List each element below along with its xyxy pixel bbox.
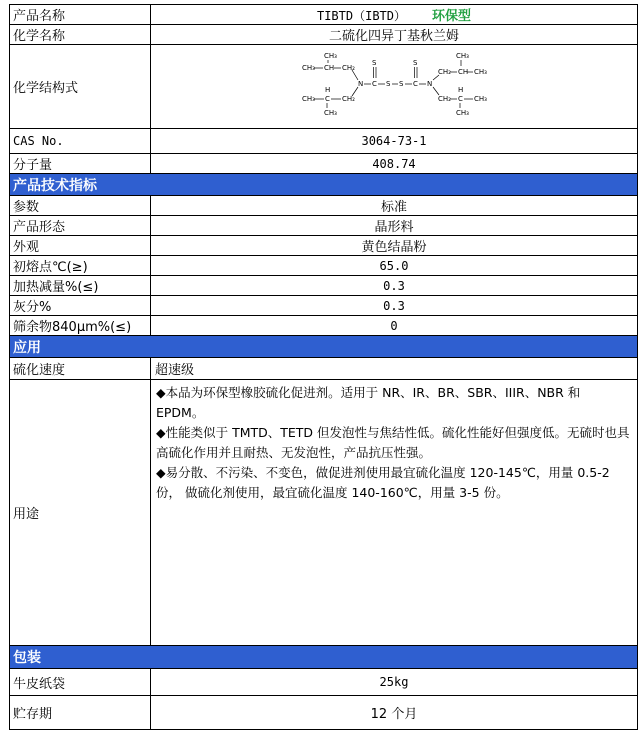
product-name-label: 产品名称 <box>10 5 151 25</box>
mw-row <box>10 154 638 174</box>
cure-speed-label: 硫化速度 <box>10 358 151 380</box>
spec-ash-value: 0.3 <box>151 296 638 316</box>
application-section-title: 应用 <box>10 336 638 358</box>
struct-c-2: C <box>458 94 463 103</box>
datasheet-table <box>9 4 638 730</box>
cure-speed-value: 超速级 <box>151 358 638 380</box>
spec-melting-label: 初熔点℃(≥) <box>10 256 151 276</box>
usage-row <box>10 380 638 646</box>
usage-label: 用途 <box>10 380 151 646</box>
chemical-name-label: 化学名称 <box>10 25 151 45</box>
spec-section-title: 产品技术指标 <box>10 174 638 196</box>
spec-form-value: 晶形料 <box>151 216 638 236</box>
struct-ch3-6: CH₃ <box>456 51 469 60</box>
usage-text <box>151 380 638 646</box>
usage-paragraph: ◆易分散、不污染、不变色，做促进剂使用最宜硫化温度 120-145℃，用量 0.5-2 份， 做硫化剂使用，最宜硫化温度 140-160℃，用量 3-5 份。 <box>156 465 610 500</box>
storage-value: 12 个月 <box>151 696 638 730</box>
struct-s-1: S <box>386 79 391 88</box>
storage-row <box>10 696 638 730</box>
spec-appearance-label: 外观 <box>10 236 151 256</box>
struct-h-1: H <box>325 85 331 94</box>
spec-loss-label: 加热减量%(≤) <box>10 276 151 296</box>
chemical-name-row <box>10 25 638 45</box>
struct-c-right: C <box>413 79 418 88</box>
spec-row <box>10 256 638 276</box>
spec-row <box>10 196 638 216</box>
struct-ch2-1: CH₂ <box>342 63 355 72</box>
usage-paragraph: ◆性能类似于 TMTD、TETD 但发泡性与焦结性低。硫化性能好但强度低。无硫时也具高硫化作用并且耐热、无发泡性，产品抗压性强。 <box>156 425 630 460</box>
mw-value: 408.74 <box>151 154 638 174</box>
struct-ch3-2: CH₃ <box>324 51 337 60</box>
cas-value: 3064-73-1 <box>151 129 638 154</box>
spec-param-value: 标准 <box>151 196 638 216</box>
struct-s-left-top: S <box>372 58 377 67</box>
struct-c-1: C <box>325 94 330 103</box>
packaging-bag-value: 25kg <box>151 669 638 696</box>
structure-label: 化学结构式 <box>10 45 151 129</box>
cas-label: CAS No. <box>10 129 151 154</box>
spec-row <box>10 236 638 256</box>
product-name-row <box>10 5 638 25</box>
struct-ch2-3: CH₂ <box>438 67 451 76</box>
struct-s-right-top: S <box>413 58 418 67</box>
spec-sieve-label: 筛余物840μm%(≤) <box>10 316 151 336</box>
struct-ch3-4: CH₃ <box>324 108 337 117</box>
struct-ch-1: CH <box>324 63 335 72</box>
cas-row <box>10 129 638 154</box>
chemical-name-value: 二硫化四异丁基秋兰姆 <box>151 25 638 45</box>
struct-ch3-1: CH₃ <box>302 63 315 72</box>
application-section-header <box>10 336 638 358</box>
eco-type-tag: 环保型 <box>432 9 472 24</box>
cure-speed-row <box>10 358 638 380</box>
struct-ch3-7: CH₃ <box>474 94 487 103</box>
spec-form-label: 产品形态 <box>10 216 151 236</box>
spec-melting-value: 65.0 <box>151 256 638 276</box>
mw-label: 分子量 <box>10 154 151 174</box>
spec-param-label: 参数 <box>10 196 151 216</box>
packaging-section-title: 包装 <box>10 646 638 669</box>
spec-row <box>10 316 638 336</box>
packaging-section-header <box>10 646 638 669</box>
storage-label: 贮存期 <box>10 696 151 730</box>
spec-appearance-value: 黄色结晶粉 <box>151 236 638 256</box>
struct-s-2: S <box>399 79 404 88</box>
struct-ch2-4: CH₂ <box>438 94 451 103</box>
chemical-structure-diagram <box>294 49 494 125</box>
packaging-row <box>10 669 638 696</box>
struct-ch3-5: CH₃ <box>474 67 487 76</box>
product-name-value: TIBTD（IBTD） <box>316 9 406 23</box>
struct-n-left: N <box>358 79 364 88</box>
struct-c-left: C <box>372 79 377 88</box>
spec-row <box>10 216 638 236</box>
struct-ch2-2: CH₂ <box>342 94 355 103</box>
packaging-bag-label: 牛皮纸袋 <box>10 669 151 696</box>
spec-row <box>10 296 638 316</box>
struct-h-2: H <box>458 85 464 94</box>
struct-ch3-3: CH₃ <box>302 94 315 103</box>
spec-ash-label: 灰分% <box>10 296 151 316</box>
struct-ch3-8: CH₃ <box>456 108 469 117</box>
usage-paragraph: ◆本品为环保型橡胶硫化促进剂。适用于 NR、IR、BR、SBR、IIIR、NBR 和 EPDM。 <box>156 385 581 420</box>
spec-sieve-value: 0 <box>151 316 638 336</box>
spec-row <box>10 276 638 296</box>
product-datasheet <box>9 4 637 730</box>
spec-section-header <box>10 174 638 196</box>
structure-cell <box>151 45 638 129</box>
structure-row <box>10 45 638 129</box>
struct-n-right: N <box>427 79 433 88</box>
product-name-cell <box>151 5 638 25</box>
struct-ch-2: CH <box>458 67 469 76</box>
spec-loss-value: 0.3 <box>151 276 638 296</box>
